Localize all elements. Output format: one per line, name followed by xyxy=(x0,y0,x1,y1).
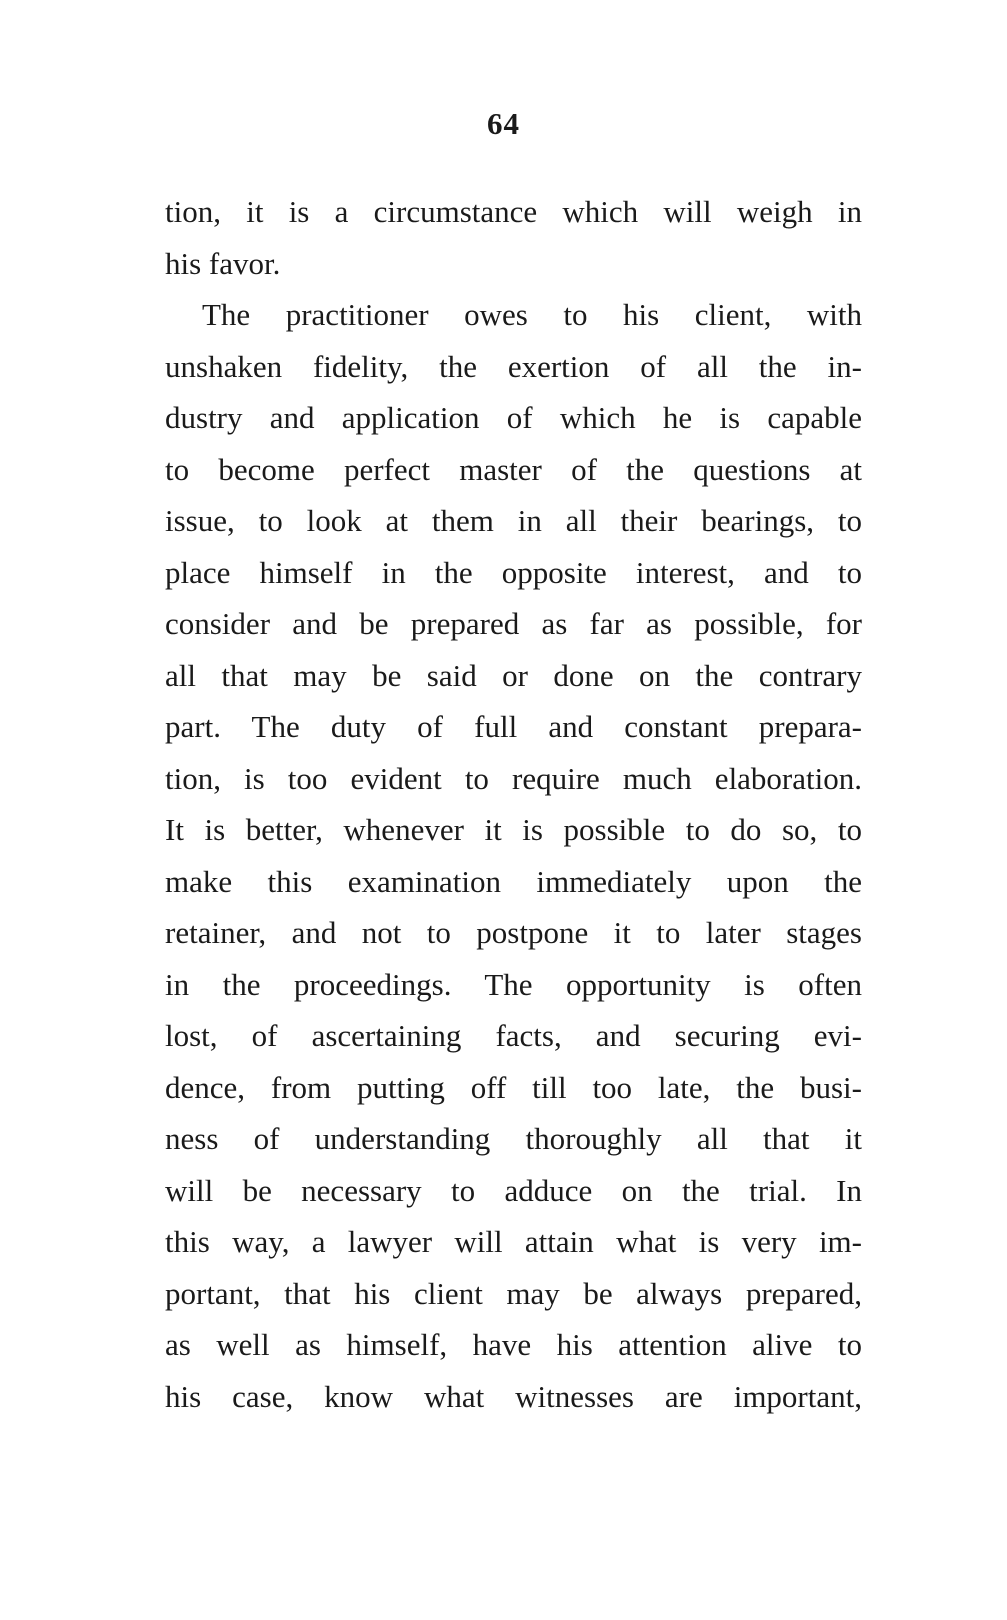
text-line: make this examination immediately upon the xyxy=(165,863,862,899)
text-line: part. The duty of full and constant prepara- xyxy=(165,709,862,744)
text-line: as well as himself, have his attention alive to xyxy=(165,1327,862,1362)
text-line: in the proceedings. The opportunity is often xyxy=(165,966,862,1002)
text-line: dustry and application of which he is capable xyxy=(165,400,862,435)
text-line: consider and be prepared as far as possible, for xyxy=(165,606,862,641)
page-number: 64 xyxy=(487,106,520,141)
text-line: lost, of ascertaining facts, and securing evi- xyxy=(165,1018,862,1053)
text-line: It is better, whenever it is possible to do so, to xyxy=(165,812,862,847)
text-line: retainer, and not to postpone it to later stages xyxy=(165,915,862,950)
text-line: all that may be said or done on the contrary xyxy=(165,657,862,693)
text-line: dence, from putting off till too late, the busi- xyxy=(165,1069,862,1105)
text-line: his favor. xyxy=(165,245,281,281)
text-line: issue, to look at them in all their bearings, to xyxy=(165,503,862,538)
text-line: place himself in the opposite interest, and to xyxy=(165,554,862,590)
text-line: his case, know what witnesses are important, xyxy=(165,1378,862,1414)
text-line: ness of understanding thoroughly all that it xyxy=(165,1121,862,1156)
text-line: The practitioner owes to his client, with xyxy=(202,297,862,332)
text-line: this way, a lawyer will attain what is very im- xyxy=(165,1224,862,1259)
text-line: tion, it is a circumstance which will weigh in xyxy=(165,194,862,229)
text-line: portant, that his client may be always prepared, xyxy=(165,1275,862,1311)
body-text xyxy=(165,186,862,1422)
text-line: will be necessary to adduce on the trial. In xyxy=(165,1172,862,1208)
text-line: unshaken fidelity, the exertion of all the in- xyxy=(165,348,862,384)
text-line: tion, is too evident to require much elaboration. xyxy=(165,760,862,796)
text-line: to become perfect master of the questions at xyxy=(165,451,862,487)
